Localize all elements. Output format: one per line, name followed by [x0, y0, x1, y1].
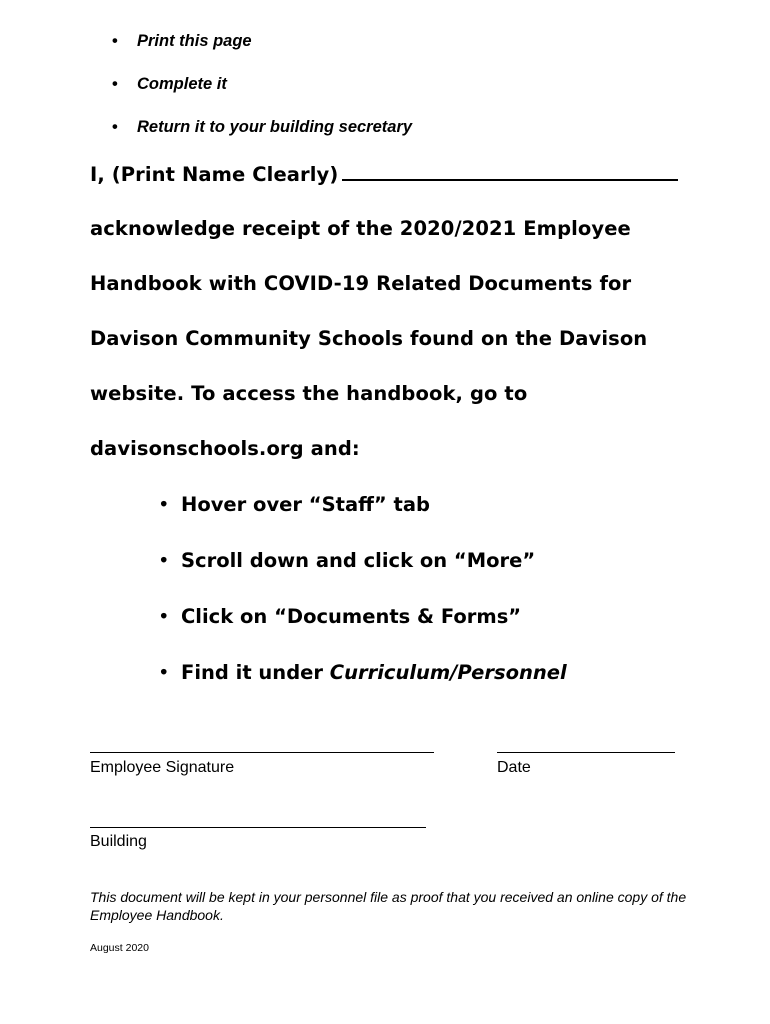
- instruction-text: Complete it: [137, 75, 227, 93]
- signature-label: Employee Signature: [90, 759, 235, 776]
- step-text-prefix: Find it under: [181, 661, 330, 684]
- statement-line-1: [90, 161, 678, 188]
- statement-line-6: davisonschools.org and:: [90, 437, 360, 460]
- statement-line-3: Handbook with COVID-19 Related Documents for: [90, 272, 632, 295]
- bullet-icon: •: [158, 605, 170, 628]
- bullet-icon: •: [158, 493, 170, 516]
- step-item: [158, 604, 567, 660]
- bullet-icon: •: [112, 75, 118, 93]
- step-item: [158, 492, 567, 548]
- building-label: Building: [90, 833, 147, 850]
- instruction-item: [112, 73, 412, 116]
- bullet-icon: •: [158, 549, 170, 572]
- print-name-label: I, (Print Name Clearly): [90, 163, 339, 186]
- date-label: Date: [497, 759, 531, 776]
- step-text: Scroll down and click on “More”: [181, 549, 536, 572]
- date-line[interactable]: [497, 752, 675, 753]
- step-item: [158, 548, 567, 604]
- instruction-item: [112, 116, 412, 159]
- instruction-text: Return it to your building secretary: [137, 118, 413, 136]
- statement-line-2: acknowledge receipt of the 2020/2021 Employee: [90, 217, 631, 240]
- step-text: Hover over “Staff” tab: [181, 493, 430, 516]
- building-line[interactable]: [90, 827, 426, 828]
- print-name-field[interactable]: [342, 161, 678, 181]
- statement-line-4: Davison Community Schools found on the Davison: [90, 327, 648, 350]
- statement-line-5: website. To access the handbook, go to: [90, 382, 528, 405]
- instruction-item: [112, 30, 412, 73]
- bullet-icon: •: [158, 661, 170, 684]
- document-date: August 2020: [90, 942, 149, 954]
- instruction-text: Print this page: [137, 32, 252, 50]
- instruction-list: [112, 30, 412, 159]
- bullet-icon: •: [112, 118, 118, 136]
- bullet-icon: •: [112, 32, 118, 50]
- access-steps-list: [158, 492, 567, 716]
- step-text-emphasis: Curriculum/Personnel: [329, 661, 567, 684]
- step-text: Click on “Documents & Forms”: [181, 605, 522, 628]
- step-item: [158, 660, 567, 716]
- signature-line[interactable]: [90, 752, 434, 753]
- personnel-file-note: This document will be kept in your personnel file as proof that you received an online copy of the Employee Handbook.: [90, 889, 687, 923]
